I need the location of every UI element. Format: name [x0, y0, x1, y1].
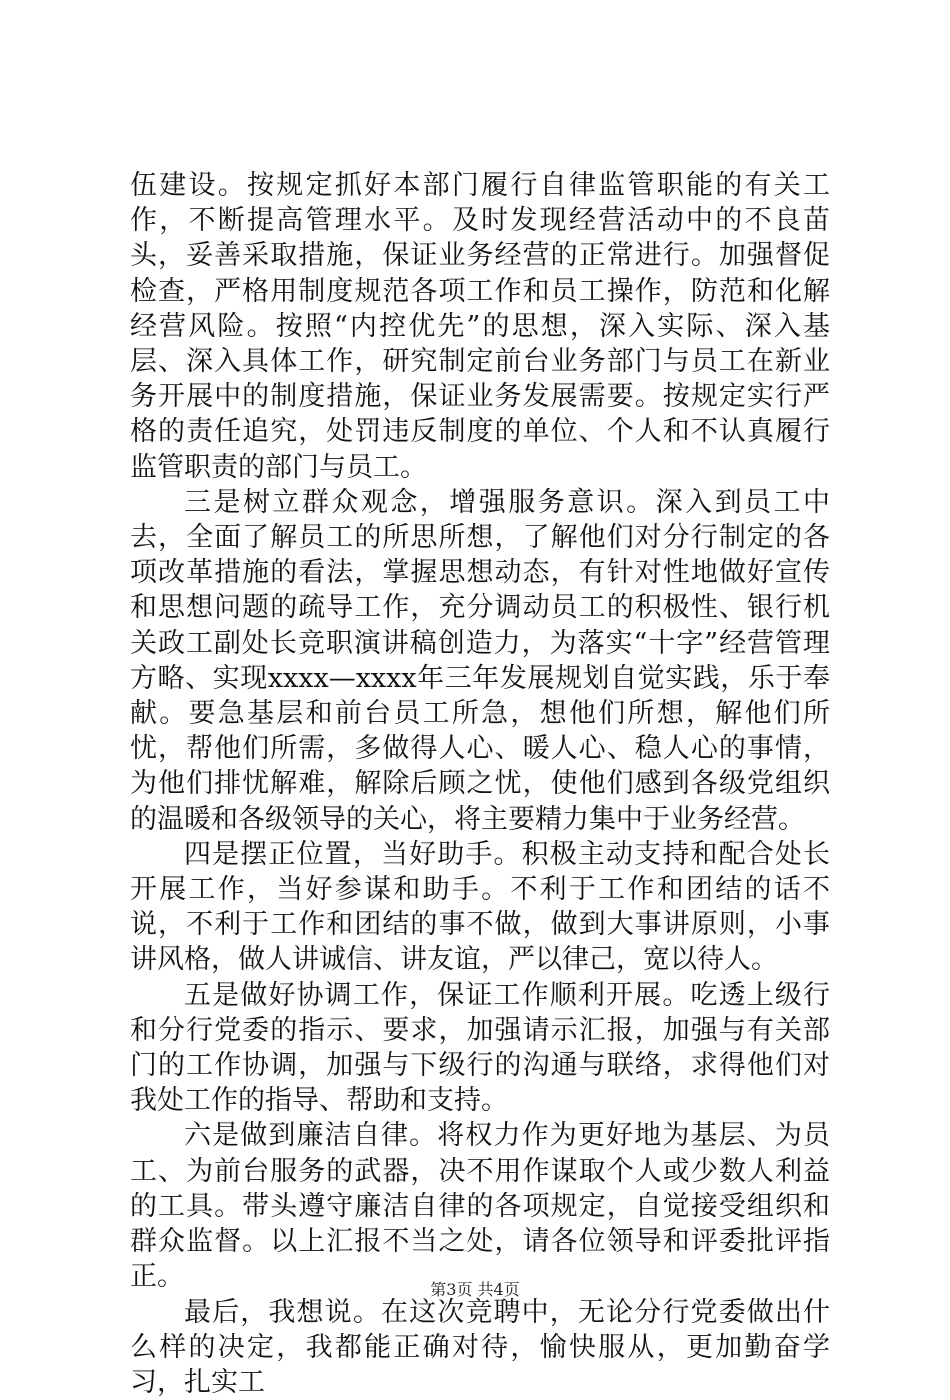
paragraph-continuation: 伍建设。按规定抓好本部门履行自律监管职能的有关工作，不断提高管理水平。及时发现经营活动中的不良苗头，妥善采取措施，保证业务经营的正常进行。加强督促检查，严格用制度规范各项工作和员工操作，防范和化解经营风险。按照“内控优先”的思想，深入实际、深入基层、深入具体工作，研究制定前台业务部门与员工在新业务开展中的制度措施，保证业务发展需要。按规定实行严格的责任追究，处罚违反制度的单位、个人和不认真履行监管职责的部门与员工。 — [130, 168, 830, 485]
paragraph-point-six: 六是做到廉洁自律。将权力作为更好地为基层、为员工、为前台服务的武器，决不用作谋取个人或少数人利益的工具。带头遵守廉洁自律的各项规定，自觉接受组织和群众监督。以上汇报不当之处，请各位领导和评委批评指正。 — [130, 1118, 830, 1294]
paragraph-point-five: 五是做好协调工作，保证工作顺利开展。吃透上级行和分行党委的指示、要求，加强请示汇报，加强与有关部门的工作协调，加强与下级行的沟通与联络，求得他们对我处工作的指导、帮助和支持。 — [130, 978, 830, 1119]
page-footer: 第3页 共4页 — [0, 1277, 950, 1300]
paragraph-point-three: 三是树立群众观念，增强服务意识。深入到员工中去，全面了解员工的所思所想，了解他们对分行制定的各项改革措施的看法，掌握思想动态，有针对性地做好宣传和思想问题的疏导工作，充分调动员工的积极性、银行机关政工副处长竞职演讲稿创造力，为落实“十字”经营管理方略、实现xxxx—xxxx年三年发展规划自觉实践，乐于奉献。要急基层和前台员工所急，想他们所想，解他们所忧，帮他们所需，多做得人心、暖人心、稳人心的事情，为他们排忧解难，解除后顾之忧，使他们感到各级党组织的温暖和各级领导的关心，将主要精力集中于业务经营。 — [130, 485, 830, 837]
paragraph-point-four: 四是摆正位置，当好助手。积极主动支持和配合处长开展工作，当好参谋和助手。不利于工作和团结的话不说，不利于工作和团结的事不做，做到大事讲原则，小事讲风格，做人讲诚信、讲友谊，严以律己，宽以待人。 — [130, 837, 830, 978]
document-body — [130, 168, 830, 1400]
paragraph-closing: 最后，我想说。在这次竞聘中，无论分行党委做出什么样的决定，我都能正确对待，愉快服从，更加勤奋学习，扎实工 — [130, 1295, 830, 1400]
